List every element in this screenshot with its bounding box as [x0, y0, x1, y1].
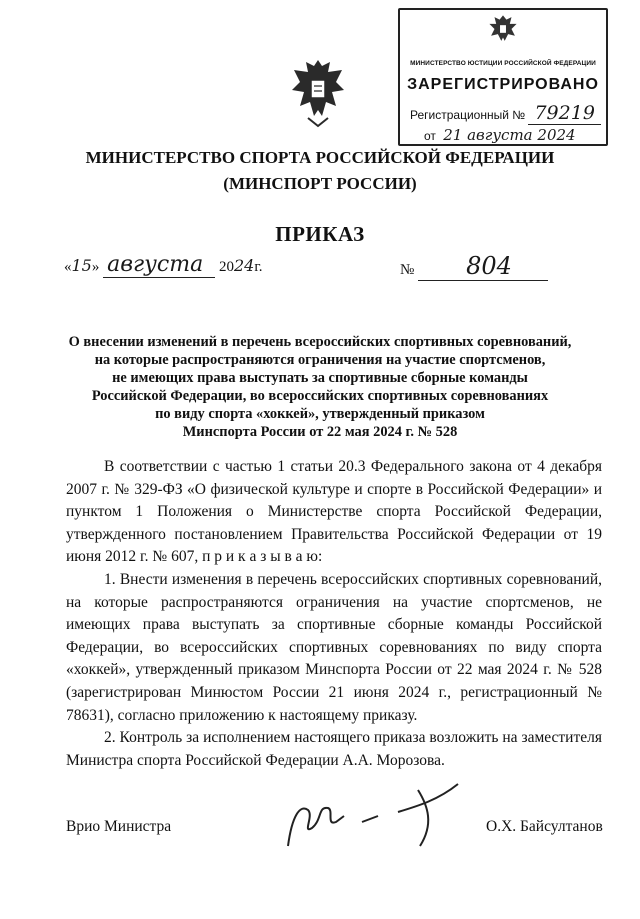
- ministry-short-name: (МИНСПОРТ РОССИИ): [223, 174, 417, 193]
- order-number-label: №: [400, 262, 415, 278]
- ministry-name: МИНИСТЕРСТВО СПОРТА РОССИЙСКОЙ ФЕДЕРАЦИИ: [85, 148, 555, 167]
- order-date: [64, 252, 263, 277]
- stamp-reg-label: Регистрационный №: [410, 108, 526, 122]
- stamp-date-value: 21 августа 2024: [439, 126, 579, 145]
- subject-line: Минспорта России от 22 мая 2024 г. № 528: [182, 424, 458, 440]
- order-number-value: 804: [418, 252, 548, 281]
- subject-line: по виду спорта «хоккей», утвержденный приказом: [155, 406, 485, 422]
- stamp-reg-number: 79219: [528, 102, 600, 125]
- subject-line: Российской Федерации, во всероссийских спортивных соревнованиях: [91, 388, 549, 404]
- signatory-name: О.Х. Байсултанов: [486, 818, 603, 835]
- subject-line: О внесении изменений в перечень всероссийских спортивных соревнований,: [68, 334, 572, 350]
- date-close-quote: »: [91, 259, 100, 275]
- stamp-reg-line: [410, 102, 601, 124]
- stamp-registered-label: ЗАРЕГИСТРИРОВАНО: [407, 76, 599, 93]
- order-title: ПРИКАЗ: [275, 222, 365, 246]
- registration-stamp: [398, 8, 608, 146]
- date-year-end: г.: [254, 259, 263, 275]
- order-number: [400, 252, 548, 281]
- preamble-paragraph: В соответствии с частью 1 статьи 20.3 Федерального закона от 4 декабря 2007 г. № 329-ФЗ «О физической культуре и спорте в Российской Федерации» и пунктом 1 Положения о Министерстве спорта Российской Федерации, утвержденного постановлением Правительства Российской Федерации от 19 июня 2012 г. № 607, п р и к а з ы в а ю:: [66, 458, 602, 566]
- stamp-date-prefix: от: [424, 129, 436, 143]
- date-month: августа: [103, 252, 215, 278]
- order-subject: [60, 333, 580, 441]
- subject-line: на которые распространяются ограничения на участие спортсменов,: [94, 352, 546, 368]
- handwritten-signature: [278, 776, 478, 856]
- signatory-position: Врио Министра: [66, 818, 172, 835]
- stamp-ministry-name: МИНИСТЕРСТВО ЮСТИЦИИ РОССИЙСКОЙ ФЕДЕРАЦИИ: [410, 60, 596, 67]
- date-day: 15: [71, 256, 92, 275]
- date-open-quote: «: [64, 259, 72, 275]
- item-2-paragraph: 2. Контроль за исполнением настоящего приказа возложить на заместителя Министра спорта Российской Федерации А.А. Морозова.: [66, 729, 602, 769]
- coat-of-arms-icon: [286, 56, 350, 134]
- coat-of-arms-icon: [486, 12, 520, 46]
- stamp-date-line: [424, 126, 580, 144]
- item-1-paragraph: 1. Внести изменения в перечень всероссийских спортивных соревнований, на которые распространяются ограничения на участие спортсменов, не имеющих права выступать за спортивные сборные команды Российской Федерации, во всероссийских спортивных соревнованиях по виду спорта «хоккей», утвержденный приказом Минспорта России от 22 мая 2024 г. № 528 (зарегистрирован Минюстом России 21 июня 2024 г., регистрационный № 78631), согласно приложению к настоящему приказу.: [66, 570, 602, 724]
- date-year-suffix: 24: [233, 256, 255, 275]
- order-body: [66, 456, 602, 772]
- date-year-prefix: 20: [218, 259, 234, 275]
- subject-line: не имеющих права выступать за спортивные сборные команды: [112, 370, 528, 386]
